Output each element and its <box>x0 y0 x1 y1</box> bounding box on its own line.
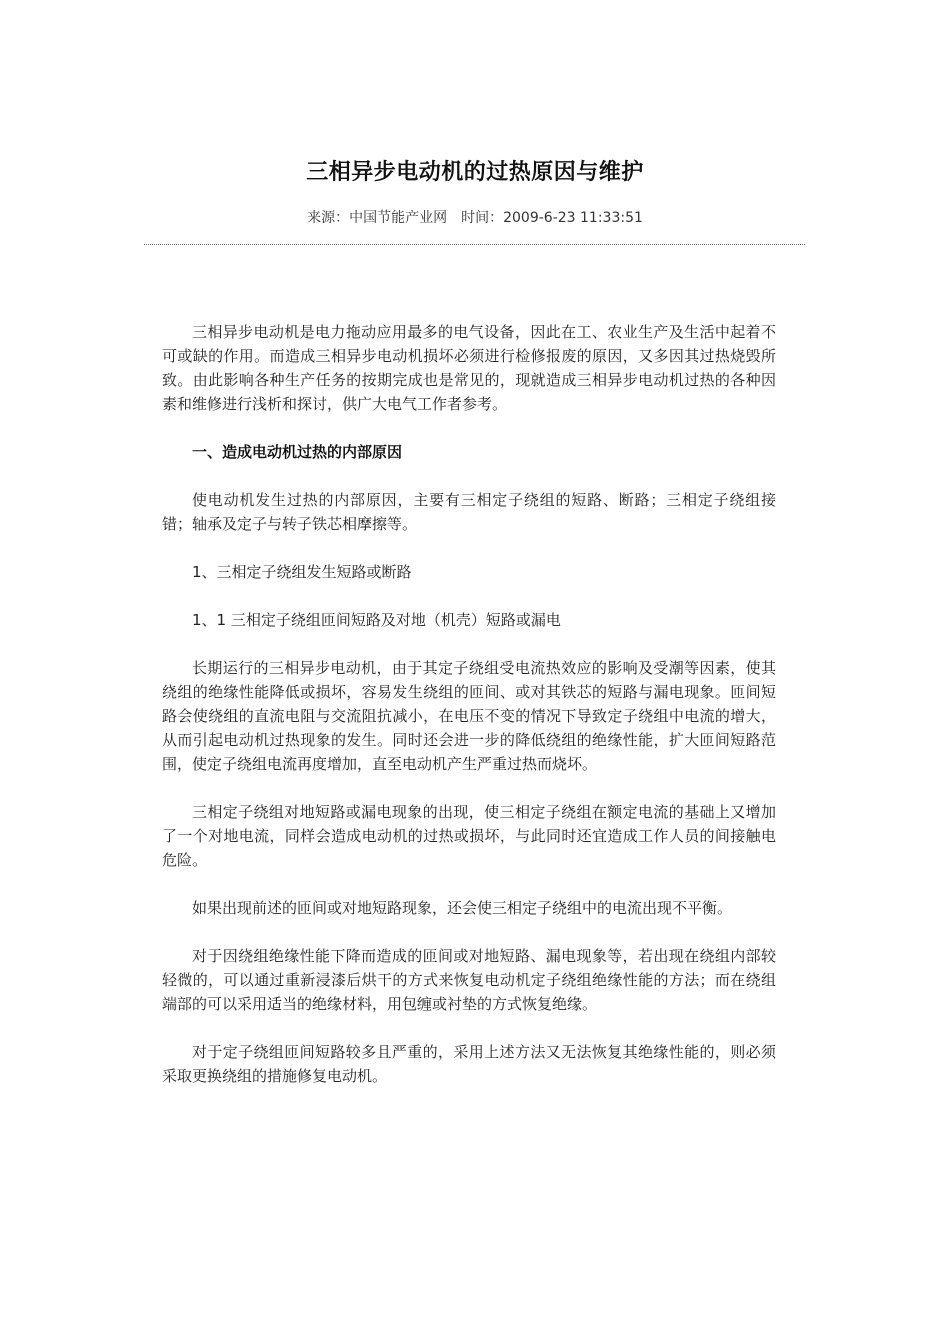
dotted-divider <box>144 244 805 245</box>
time-value: 2009-6-23 11:33:51 <box>503 210 643 226</box>
subsection-heading: 1、1 三相定子绕组匝间短路及对地（机壳）短路或漏电 <box>192 611 561 629</box>
time-label: 时间： <box>461 210 504 226</box>
article-title: 三相异步电动机的过热原因与维护 <box>306 160 644 185</box>
source-value: 中国节能产业网 <box>349 210 448 226</box>
subsection-heading: 1、三相定子绕组发生短路或断路 <box>192 563 412 581</box>
source-label: 来源： <box>307 210 350 226</box>
body-paragraph: 对于因绕组绝缘性能下降而造成的匝间或对地短路、漏电现象等，若出现在绕组内部较轻微的，可以通过重新浸漆后烘干的方式来恢复电动机定子绕组绝缘性能的方法；而在绕组端部的可以采用适当的绝缘材料，用包缠或衬垫的方式恢复绝缘。 <box>162 947 776 1013</box>
article-meta <box>0 207 950 227</box>
body-paragraph: 使电动机发生过热的内部原因，主要有三相定子绕组的短路、断路；三相定子绕组接错；轴承及定子与转子铁芯相摩擦等。 <box>162 491 776 533</box>
section-heading: 一、造成电动机过热的内部原因 <box>192 443 403 461</box>
body-paragraph: 对于定子绕组匝间短路较多且严重的，采用上述方法又无法恢复其绝缘性能的，则必须采取更换绕组的措施修复电动机。 <box>162 1043 776 1085</box>
intro-paragraph: 三相异步电动机是电力拖动应用最多的电气设备，因此在工、农业生产及生活中起着不可或缺的作用。而造成三相异步电动机损坏必须进行检修报废的原因，又多因其过热烧毁所致。由此影响各种生产任务的按期完成也是常见的，现就造成三相异步电动机过热的各种因素和维修进行浅析和探讨，供广大电气工作者参考。 <box>162 323 776 413</box>
article-body <box>162 320 776 1112</box>
body-paragraph: 如果出现前述的匝间或对地短路现象，还会使三相定子绕组中的电流出现不平衡。 <box>192 899 733 917</box>
body-paragraph: 长期运行的三相异步电动机，由于其定子绕组受电流热效应的影响及受潮等因素，使其绕组的绝缘性能降低或损坏，容易发生绕组的匝间、或对其铁芯的短路与漏电现象。匝间短路会使绕组的直流电阻与交流阻抗减小，在电压不变的情况下导致定子绕组中电流的增大，从而引起电动机过热现象的发生。同时还会进一步的降低绕组的绝缘性能，扩大匝间短路范围，使定子绕组电流再度增加，直至电动机产生严重过热而烧坏。 <box>162 659 776 773</box>
body-paragraph: 三相定子绕组对地短路或漏电现象的出现，使三相定子绕组在额定电流的基础上又增加了一个对地电流，同样会造成电动机的过热或损坏，与此同时还宜造成工作人员的间接触电危险。 <box>162 803 776 869</box>
